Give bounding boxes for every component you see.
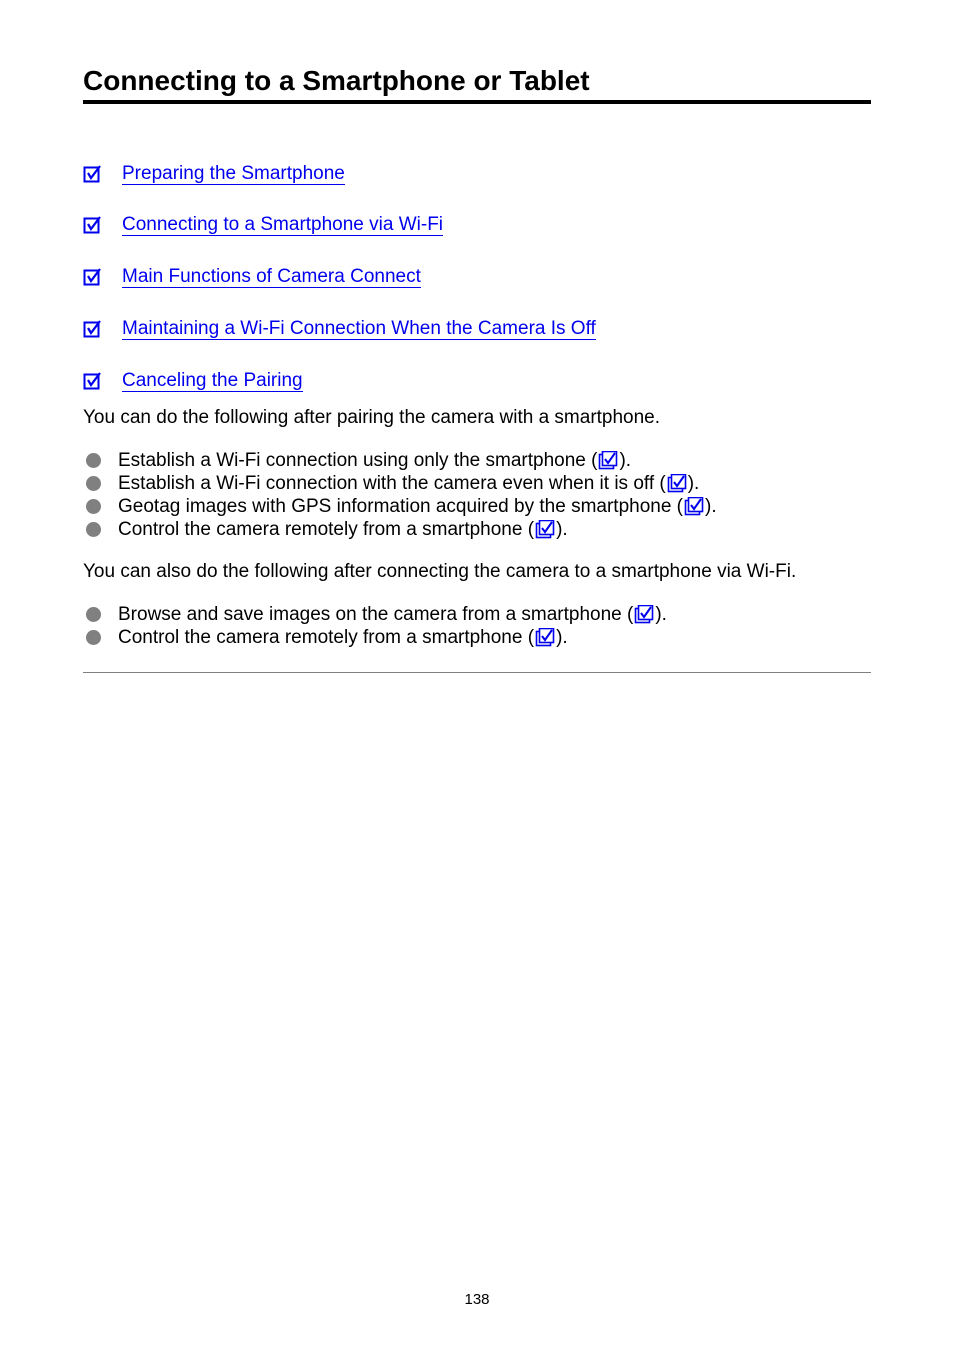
page-reference-icon[interactable] <box>535 628 555 648</box>
list-item-text: Establish a Wi-Fi connection using only the smartphone ( <box>118 450 598 471</box>
list-item <box>83 518 717 541</box>
toc-item <box>83 251 871 303</box>
intro-wifi-text: You can also do the following after connecting the camera to a smartphone via Wi-Fi. <box>83 561 797 582</box>
bullet-dot <box>86 630 101 645</box>
bullet-dot <box>86 522 101 537</box>
checkbox-arrow-icon <box>83 319 103 339</box>
toc-item <box>83 199 871 251</box>
link-preparing-smartphone[interactable]: Preparing the Smartphone <box>122 162 345 184</box>
bullet-dot <box>86 453 101 468</box>
list-item <box>83 626 667 649</box>
list-item-text: Control the camera remotely from a smartphone ( <box>118 519 535 540</box>
link-connecting-via-wifi[interactable]: Connecting to a Smartphone via Wi-Fi <box>122 214 444 235</box>
link-main-functions[interactable]: Main Functions of Camera Connect <box>122 266 421 287</box>
toc-item <box>83 355 871 407</box>
list-item-suffix: ). <box>655 604 667 625</box>
bullet-dot <box>86 476 101 491</box>
page-number: 138 <box>464 1291 490 1308</box>
page-reference-icon[interactable] <box>667 474 687 494</box>
page-reference-icon[interactable] <box>634 605 654 625</box>
page-title: Connecting to a Smartphone or Tablet <box>83 62 871 104</box>
toc-item <box>83 303 871 355</box>
list-item-text: Establish a Wi-Fi connection with the camera even when it is off ( <box>118 473 666 494</box>
list-item <box>83 603 667 626</box>
list-item <box>83 449 717 472</box>
list-item-suffix: ). <box>556 519 568 540</box>
list-item-suffix: ). <box>619 450 632 471</box>
intro-pairing-text: You can do the following after pairing the camera with a smartphone. <box>83 407 661 428</box>
list-item <box>83 472 717 495</box>
page-reference-icon[interactable] <box>684 497 704 517</box>
list-item-suffix: ). <box>705 496 717 517</box>
checkbox-arrow-icon <box>83 215 103 235</box>
section-link-list <box>83 148 871 407</box>
list-item-text: Browse and save images on the camera from a smartphone ( <box>118 604 634 625</box>
toc-item <box>83 148 871 199</box>
checkbox-arrow-icon <box>83 164 103 184</box>
list-item-suffix: ). <box>687 473 700 494</box>
page-reference-icon[interactable] <box>598 451 618 471</box>
checkbox-arrow-icon <box>83 267 103 287</box>
list-item-text: Control the camera remotely from a smartphone ( <box>118 627 535 648</box>
pairing-feature-list <box>83 449 717 541</box>
link-canceling-pairing[interactable]: Canceling the Pairing <box>122 370 303 391</box>
page-reference-icon[interactable] <box>535 520 555 540</box>
bullet-dot <box>86 607 101 622</box>
list-item-text: Geotag images with GPS information acquired by the smartphone ( <box>118 496 684 517</box>
bullet-dot <box>86 499 101 514</box>
list-item <box>83 495 717 518</box>
checkbox-arrow-icon <box>83 371 103 391</box>
wifi-feature-list <box>83 603 667 649</box>
section-divider <box>83 672 871 673</box>
list-item-suffix: ). <box>556 627 568 648</box>
link-maintaining-wifi[interactable]: Maintaining a Wi-Fi Connection When the Camera Is Off <box>122 318 596 339</box>
